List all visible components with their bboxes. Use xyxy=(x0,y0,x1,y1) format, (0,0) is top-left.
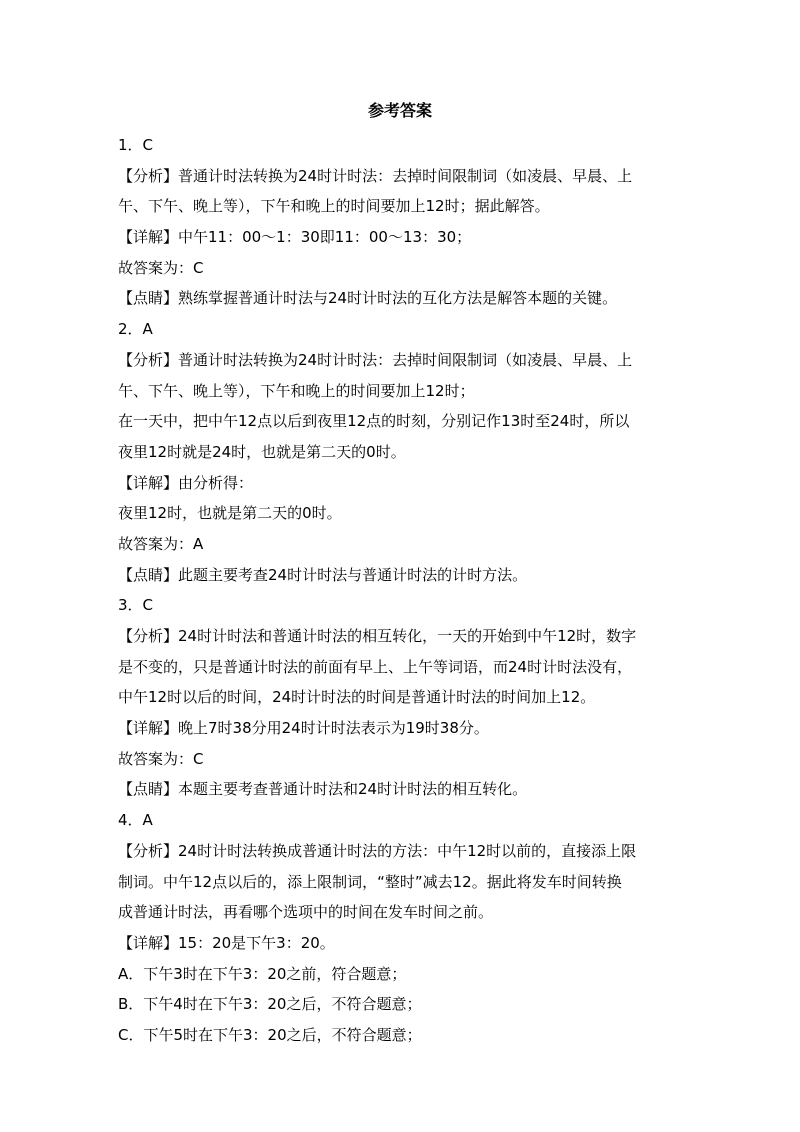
answer-line: 【点睛】熟练掌握普通计时法与24时计时法的互化方法是解答本题的关键。 xyxy=(118,289,618,308)
answer-line: 成普通计时法，再看哪个选项中的时间在发车时间之前。 xyxy=(118,903,494,922)
answer-line: 夜里12时，也就是第二天的0时。 xyxy=(118,504,342,523)
answer-line: 制词。中午12点以后的，添上限制词，“整时”减去12。据此将发车时间转换 xyxy=(118,872,622,891)
answer-line: 【详解】15：20是下午3：20。 xyxy=(118,933,335,952)
answer-line: 【分析】普通计时法转换为24时计时法：去掉时间限制词（如凌晨、早晨、上 xyxy=(118,350,633,369)
answer-line: 故答案为：C xyxy=(118,258,204,277)
answer-line: B．下午4时在下午3：20之后，不符合题意； xyxy=(118,995,422,1014)
answer-line: 故答案为：A xyxy=(118,534,204,553)
answer-line: 【详解】由分析得： xyxy=(118,473,254,492)
answer-line: C．下午5时在下午3：20之后，不符合题意； xyxy=(118,1025,422,1044)
answer-line: 【详解】中午11：00～1：30即11：00～13：30； xyxy=(118,228,472,247)
answer-line: 【分析】24时计时法转换成普通计时法的方法：中午12时以前的，直接添上限 xyxy=(118,841,637,860)
answer-line: 是不变的，只是普通计时法的前面有早上、上午等词语，而24时计时法没有， xyxy=(118,657,633,676)
answer-line: 【详解】晚上7时38分用24时计时法表示为19时38分。 xyxy=(118,719,489,738)
answer-line: A．下午3时在下午3：20之前，符合题意； xyxy=(118,964,407,983)
answer-line: 3．C xyxy=(118,596,154,615)
answer-line: 4．A xyxy=(118,811,153,830)
answer-line: 在一天中，把中午12点以后到夜里12点的时刻，分别记作13时至24时，所以 xyxy=(118,412,630,431)
answer-line: 1．C xyxy=(118,136,154,154)
answer-line: 2．A xyxy=(118,320,153,339)
answer-line: 故答案为：C xyxy=(118,749,204,768)
answer-line: 中午12时以后的时间，24时计时法的时间是普通计时法的时间加上12。 xyxy=(118,688,596,707)
answer-line: 【点睛】本题主要考查普通计时法和24时计时法的相互转化。 xyxy=(118,780,528,799)
answer-line: 午、下午、晚上等），下午和晚上的时间要加上12时；据此解答。 xyxy=(118,197,550,216)
document-title: 参考答案 xyxy=(367,101,432,120)
answer-line: 【分析】24时计时法和普通计时法的相互转化，一天的开始到中午12时，数字 xyxy=(118,627,637,645)
answer-line: 【点睛】此题主要考查24时计时法与普通计时法的计时方法。 xyxy=(118,565,528,584)
answer-body xyxy=(118,130,698,1051)
answer-line: 夜里12时就是24时，也就是第二天的0时。 xyxy=(118,442,406,461)
answer-line: 【分析】普通计时法转换为24时计时法：去掉时间限制词（如凌晨、早晨、上 xyxy=(118,166,633,185)
answer-line: 午、下午、晚上等），下午和晚上的时间要加上12时； xyxy=(118,381,475,400)
